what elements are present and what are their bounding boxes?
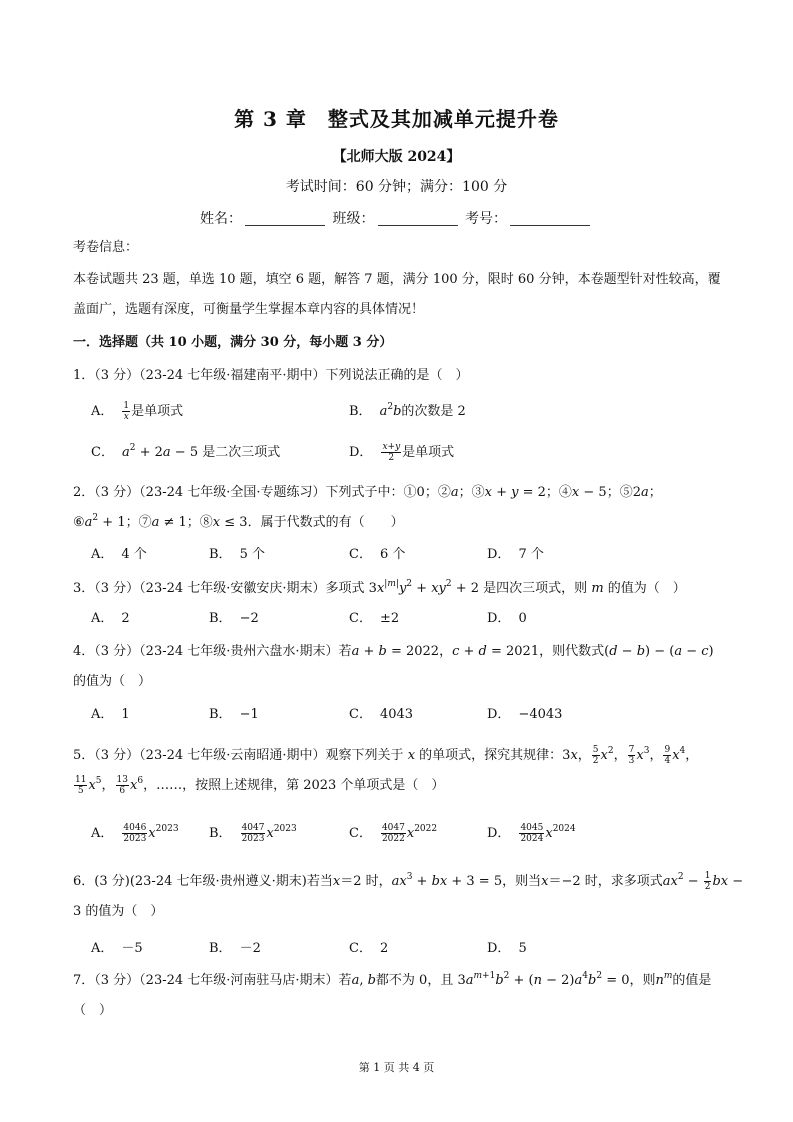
option-text: $\frac{1}{x}$ 是单项式 — [123, 401, 184, 422]
question-text-line: 3．（3 分）（23-24 七年级·安徽安庆·期末）多项式 $3x^{|m|}y^2 + xy^2 + 2$ 是四次三项式，则 m 的值为（ ） — [73, 579, 686, 596]
question-3 — [73, 574, 723, 604]
option-c[interactable] — [349, 934, 388, 964]
option-text: $a^2 + 2a - 5$ 是二次三项式 — [121, 443, 281, 460]
question-text-line: 2．（3 分）（23-24 七年级·全国·专题练习）下列式子中：①0；②a；③x + y = 2；④x − 5；⑤2a； — [73, 485, 662, 500]
option-text: ±2 — [379, 611, 400, 626]
option-label: B． — [209, 707, 232, 722]
option-a[interactable] — [91, 397, 183, 427]
option-b[interactable] — [209, 700, 259, 730]
info-heading: 考卷信息： — [73, 240, 139, 255]
option-label: B． — [349, 404, 372, 419]
option-c[interactable] — [349, 604, 399, 634]
option-row — [91, 934, 731, 964]
question-text-line: （ ） — [73, 1003, 113, 1018]
option-text: 5 — [518, 941, 527, 956]
option-text: －5 — [121, 941, 143, 956]
question-7 — [73, 966, 723, 1026]
option-text: 6 个 — [379, 547, 406, 562]
option-b[interactable] — [209, 934, 261, 964]
option-a[interactable] — [91, 934, 143, 964]
option-label: B． — [209, 547, 232, 562]
option-b[interactable] — [349, 397, 466, 427]
name-blank[interactable] — [245, 211, 325, 226]
option-text: −2 — [239, 611, 259, 626]
question-1 — [73, 361, 723, 391]
option-text: 4 个 — [121, 547, 147, 562]
option-label: B． — [209, 941, 232, 956]
question-5 — [73, 741, 723, 801]
section-title: 一．选择题（共 10 小题，满分 30 分，每小题 3 分） — [73, 335, 393, 350]
number-blank[interactable] — [510, 211, 590, 226]
question-text-line: $\frac{11}{5}$ $x^5$， $\frac{13}{6}$ $x^6$，……，按照上述规律，第 2023 个单项式是（ ） — [75, 775, 445, 796]
option-d[interactable] — [349, 438, 454, 468]
option-label: A． — [91, 611, 114, 626]
option-a[interactable] — [91, 604, 130, 634]
option-a[interactable] — [91, 540, 147, 570]
question-text-line: 7．（3 分）（23-24 七年级·河南驻马店·期末）若a, b都不为 0，且 $3a^{m+1}b^2 + (n - 2)a^4b^2 = 0$，则$n^m$的值是 — [73, 971, 712, 988]
option-row — [91, 540, 731, 570]
question-4 — [73, 637, 723, 697]
option-label: C． — [349, 826, 372, 841]
option-label: D． — [487, 707, 511, 722]
option-label: A． — [91, 707, 114, 722]
name-label: 姓名： — [200, 211, 243, 227]
option-row — [91, 438, 731, 468]
option-label: C． — [349, 547, 372, 562]
option-a[interactable] — [91, 700, 130, 730]
option-label: D． — [487, 611, 511, 626]
option-label: A． — [91, 826, 114, 841]
question-text-line: $⑥a^2 + 1$；⑦a ≠ 1；⑧x ≤ 3．属于代数式的有（ ） — [73, 513, 404, 530]
option-text: 2 — [121, 611, 130, 626]
option-label: C． — [91, 445, 114, 460]
option-b[interactable] — [209, 819, 297, 849]
student-info-line — [0, 208, 793, 228]
option-label: C． — [349, 611, 372, 626]
option-d[interactable] — [487, 700, 562, 730]
option-d[interactable] — [487, 819, 576, 849]
option-text: －2 — [239, 941, 261, 956]
option-label: D． — [349, 445, 373, 460]
option-label: C． — [349, 707, 372, 722]
option-text: 7 个 — [518, 547, 544, 562]
question-2 — [73, 478, 723, 538]
option-text: −4043 — [518, 707, 563, 722]
option-label: D． — [487, 547, 511, 562]
info-body: 本卷试题共 23 题，单选 10 题，填空 6 题，解答 7 题，满分 100 分，限时 60 分钟，本卷题型针对性较高，覆盖面广，选题有深度，可衡量学生掌握本章内容的具体情况！ — [73, 272, 721, 317]
option-a[interactable] — [91, 819, 179, 849]
option-row — [91, 397, 731, 427]
option-text: $\frac{4047}{2023}$ $x^{2023}$ — [241, 823, 297, 844]
option-b[interactable] — [209, 604, 259, 634]
question-text-line: 6．(3 分)(23-24 七年级·贵州遵义·期末)若当x＝2 时，$ax^3$ + bx + 3 = 5，则当x＝−2 时，求多项式$ax^2$ − $\frac{1}{2}$ bx − — [73, 871, 744, 892]
page-title: 第 3 章 整式及其加减单元提升卷 — [234, 107, 559, 131]
option-label: B． — [209, 826, 232, 841]
option-row — [91, 700, 731, 730]
option-c[interactable] — [349, 819, 437, 849]
question-text-line: 3 的值为（ ） — [73, 904, 164, 919]
option-d[interactable] — [487, 540, 544, 570]
option-text: 4043 — [379, 707, 414, 722]
option-label: C． — [349, 941, 372, 956]
page-footer: 第 1 页 共 4 页 — [358, 1061, 435, 1074]
option-d[interactable] — [487, 604, 527, 634]
class-label: 班级： — [332, 211, 375, 227]
option-d[interactable] — [487, 934, 527, 964]
question-text-line: 1．（3 分）（23-24 七年级·福建南平·期中）下列说法正确的是（ ） — [73, 368, 469, 383]
option-label: B． — [209, 611, 232, 626]
option-label: A． — [91, 941, 114, 956]
option-row — [91, 819, 731, 849]
question-text-line: 4．（3 分）（23-24 七年级·贵州六盘水·期末）若a + b = 2022，c + d = 2021，则代数式(d − b) − (a − c) — [73, 644, 714, 659]
option-c[interactable] — [91, 438, 280, 468]
number-label: 考号： — [464, 211, 507, 227]
option-c[interactable] — [349, 700, 413, 730]
option-text: $a^2b$的次数是 2 — [379, 402, 466, 419]
question-6 — [73, 867, 744, 927]
option-text: $\frac{x+y}{2}$ 是单项式 — [382, 442, 455, 463]
option-text: $\frac{4047}{2022}$ $x^{2022}$ — [381, 823, 438, 844]
option-text: 2 — [379, 941, 389, 956]
option-label: D． — [487, 826, 511, 841]
question-text-line: 5．（3 分）（23-24 七年级·云南昭通·期中）观察下列关于 x 的单项式，探究其规律：3x， $\frac{5}{2}$ $x^2$， $\frac{7}{3}$ $x^3$， $\frac{9}{4}$ $x^4$， — [73, 745, 699, 766]
option-c[interactable] — [349, 540, 405, 570]
edition-label: 【北师大版 2024】 — [332, 149, 461, 165]
option-text: $\frac{4046}{2023}$ $x^{2023}$ — [123, 823, 179, 844]
option-text: 0 — [518, 611, 527, 626]
option-b[interactable] — [209, 540, 265, 570]
option-text: 5 个 — [239, 547, 265, 562]
option-label: A． — [91, 547, 114, 562]
option-text: −1 — [239, 707, 259, 722]
option-label: D． — [487, 941, 511, 956]
option-label: A． — [91, 404, 114, 419]
class-blank[interactable] — [378, 211, 458, 226]
option-text: $\frac{4045}{2024}$ $x^{2024}$ — [520, 823, 576, 844]
option-row — [91, 604, 731, 634]
question-text-line: 的值为（ ） — [73, 674, 152, 689]
option-text: 1 — [121, 707, 130, 722]
exam-time: 考试时间：60 分钟；满分：100 分 — [285, 179, 508, 195]
